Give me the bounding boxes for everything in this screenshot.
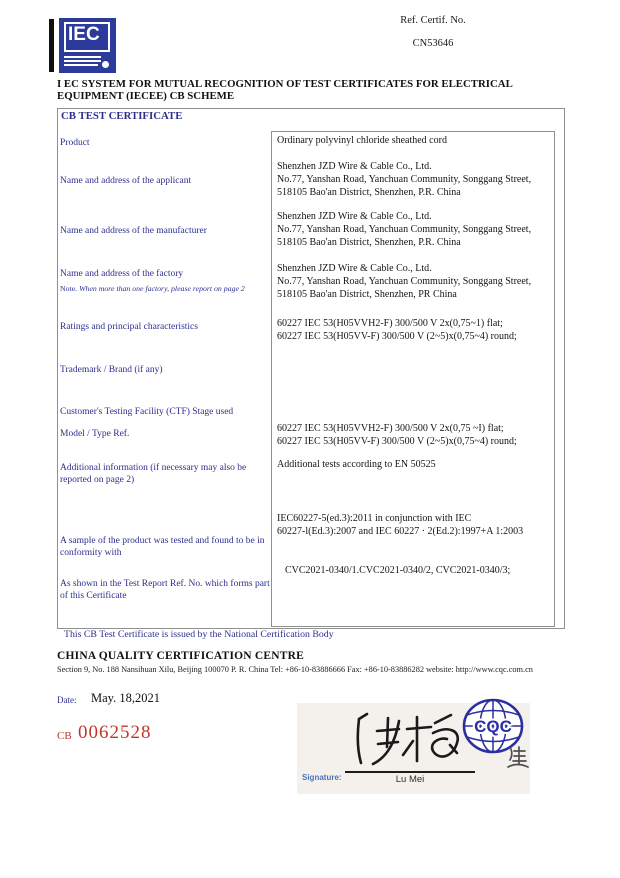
cqc-logo-text: CQC (474, 717, 512, 736)
date-label: Date: (57, 695, 77, 705)
issued-statement: This CB Test Certificate is issued by the National Certification Body (64, 629, 334, 640)
trademark-label: Trademark / Brand (if any) (60, 365, 163, 375)
factory-label: Name and address of the factory (60, 269, 184, 279)
iec-logo-line (64, 64, 98, 66)
ratings-value (277, 317, 547, 343)
iec-logo-line (64, 56, 101, 58)
iec-logo-bar (49, 19, 54, 72)
manufacturer-line: No.77, Yanshan Road, Yanchuan Community, Songgang Street, (277, 224, 532, 235)
factory-note-prefix: Note. (60, 284, 78, 293)
model-label: Model / Type Ref. (60, 429, 130, 439)
ncb-contact: Section 9, No. 188 Nansihuan Xilu, Beijing 100070 P. R. China Tel: +86-10-83886666 Fax: +86-10-83886282 website: http://www.cqc.com.cn (57, 665, 533, 674)
scheme-title: I EC SYSTEM FOR MUTUAL RECOGNITION OF TEST CERTIFICATES FOR ELECTRICAL EQUIPMENT (IECEE) CB SCHEME (57, 78, 513, 102)
cb-number: 0062528 (78, 722, 152, 743)
model-value (277, 422, 547, 448)
model-line: 60227 IEC 53(H05VVH2-F) 300/500 V 2x(0,75 ~I) flat; (277, 423, 504, 434)
test-report-value: CVC2021-0340/1.CVC2021-0340/2, CVC2021-0340/3; (285, 565, 511, 576)
product-label: Product (60, 138, 90, 148)
ref-certif-block (383, 15, 483, 49)
ratings-line: 60227 IEC 53(H05VV-F) 300/500 V (2~5)x(0,75~4) round; (277, 331, 517, 342)
certificate-title: CB TEST CERTIFICATE (61, 110, 183, 122)
applicant-line: 518105 Bao'an District, Shenzhen, P.R. China (277, 187, 461, 198)
iec-logo-square (59, 18, 116, 73)
factory-note-text: When more than one factory, please report on page 2 (79, 284, 245, 293)
ref-certif-number: CN53646 (412, 38, 454, 49)
additional-info-label: Additional information (if necessary may also be reported on page 2) (60, 463, 247, 485)
factory-value (277, 262, 547, 301)
applicant-value (277, 160, 547, 199)
stamp-glyph (505, 745, 531, 771)
model-line: 60227 IEC 53(H05VV-F) 300/500 V (2~5)x(0,75~4) round; (277, 436, 517, 447)
manufacturer-label: Name and address of the manufacturer (60, 226, 207, 236)
signer-name: Lu Mei (395, 774, 425, 785)
ref-certif-label: Ref. Certif. No. (400, 15, 466, 26)
factory-note (60, 283, 290, 295)
product-value: Ordinary polyvinyl chloride sheathed cord (277, 135, 447, 146)
test-report-label: As shown in the Test Report Ref. No. which forms part of this Certificate (60, 579, 270, 601)
applicant-line: Shenzhen JZD Wire & Cable Co., Ltd. (277, 161, 432, 172)
iec-logo (49, 18, 119, 75)
signature-line (345, 771, 475, 773)
applicant-label: Name and address of the applicant (60, 176, 192, 186)
conformity-value (277, 512, 547, 538)
additional-info-value: Additional tests according to EN 50525 (277, 459, 436, 470)
cb-prefix: CB (57, 730, 72, 742)
factory-line: No.77, Yanshan Road, Yanchuan Community, Songgang Street, (277, 276, 532, 287)
conformity-line: IEC60227-5(ed.3):2011 in conjunction with IEC (277, 513, 472, 524)
manufacturer-line: Shenzhen JZD Wire & Cable Co., Ltd. (277, 211, 432, 222)
manufacturer-line: 518105 Bao'an District, Shenzhen, P.R. China (277, 237, 461, 248)
ratings-label: Ratings and principal characteristics (60, 322, 198, 332)
iec-logo-line (64, 60, 101, 62)
factory-line: 518105 Bao'an District, Shenzhen, PR China (277, 289, 457, 300)
conformity-label: A sample of the product was tested and found to be in conformity with (60, 536, 265, 558)
date-value: May. 18,2021 (91, 691, 160, 705)
signature-label: Signature: (302, 773, 342, 782)
applicant-line: No.77, Yanshan Road, Yanchuan Community, Songgang Street, (277, 174, 532, 185)
conformity-line: 60227-l(Ed.3):2007 and IEC 60227 · 2(Ed.2):1997+A 1:2003 (277, 526, 524, 537)
ncb-name: CHINA QUALITY CERTIFICATION CENTRE (57, 650, 304, 662)
values-column-border (271, 131, 555, 627)
iec-logo-dot (102, 61, 109, 68)
ctf-label: Customer's Testing Facility (CTF) Stage used (60, 407, 234, 417)
iec-logo-text: IEC (68, 24, 100, 45)
signature-handwriting (347, 709, 467, 769)
manufacturer-value (277, 210, 547, 249)
factory-line: Shenzhen JZD Wire & Cable Co., Ltd. (277, 263, 432, 274)
ratings-line: 60227 IEC 53(H05VVH2-F) 300/500 V 2x(0,75~1) flat; (277, 318, 503, 329)
